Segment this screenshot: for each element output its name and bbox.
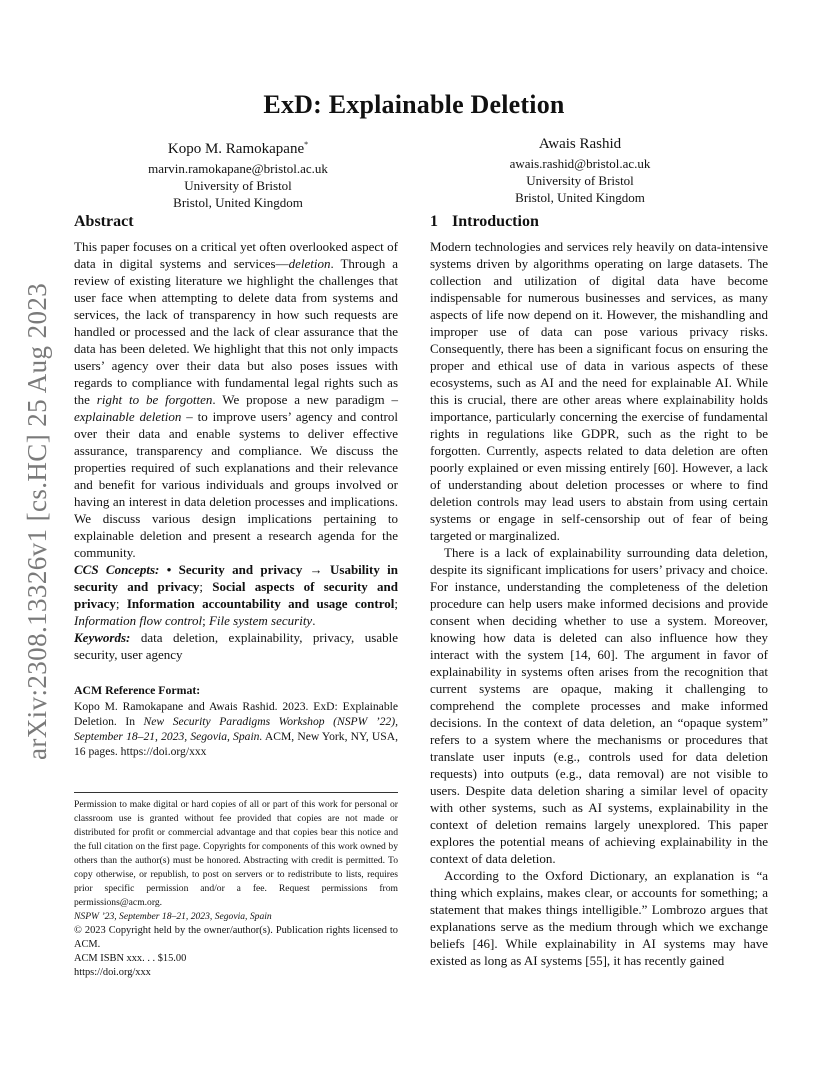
author-name-1: Kopo M. Ramokapane* [167,140,309,157]
author-affiliation-2: University of Bristol [526,173,634,188]
venue-line: NSPW ’23, September 18–21, 2023, Segovia, Spain [74,911,272,922]
keywords: Keywords: data deletion, explainability, privacy, usable security, user agency [74,630,398,662]
author-email-2: awais.rashid@bristol.ac.uk [509,156,651,171]
intro-paragraph-2: There is a lack of explainability surrounding data deletion, despite its significant implications for users’ privacy and choice. For instance, understanding the completeness of the deletion procedure can help users make informed decisions and provide consent when deciding whether to use a system. Moreover, knowing how data is deleted can also influence how they interact with the system [14, 60]. The argument in favor of explainability in systems often arises from the recognition that current systems are opaque, making it challenging to comprehend the complete processes and make informed decisions. In the context of data deletion, an “opaque system” refers to a system where the mechanisms or procedures that translate user inputs (e.g., controls used for data deletion requests) into outputs (e.g., data removal) are not visible to users. Despite data deletion sharing a similar level of opacity with other systems, such as AI systems, explainability in the context of deletion remains largely unexplored. This paper explores the potential means of achieving explainability in the context of data deletion. [430,545,768,866]
doi-link[interactable]: https://doi.org/xxx [74,967,151,978]
copyright-line: © 2023 Copyright held by the owner/author(s). Publication rights licensed to ACM. [74,925,398,950]
left-column [74,212,398,759]
author-location-2: Bristol, United Kingdom [515,190,645,205]
acm-reference-heading: ACM Reference Format: [74,683,201,697]
abstract-heading: Abstract [74,213,134,230]
ccs-concepts: CCS Concepts: • Security and privacy → Usability in security and privacy; Social aspects of security and privacy; Information accountability and usage control; Information flow control; File system security. [74,562,399,628]
isbn-line: ACM ISBN xxx. . . $15.00 [74,953,187,964]
author-name-2: Awais Rashid [538,136,622,152]
abstract-text: This paper focuses on a critical yet often overlooked aspect of data in digital systems and services—deletion. Through a review of existing literature we highlight the challenges that user face when attempting to delete data from systems and services, the lack of transparency in how such requests are handled or processed and the lack of clear assurance that the data has been deleted. We highlight that this not only impacts users’ agency over their data but also poses issues with regards to compliance with fundamental legal rights such as the right to be forgotten. We propose a new paradigm – explainable deletion – to improve users’ agency and control over their data and enable systems to deliver effective assurance, transparency and compliance. We discuss the properties required of such explanations and their relevance and benefit for various individuals and groups involved or having an interest in data deletion processes and implications. We discuss various design implications pertaining to explainable deletion and present a research agenda for the community. [74,239,398,560]
acm-reference-format [74,683,398,759]
author-block-1 [88,136,388,211]
arxiv-stamp: arXiv:2308.13326v1 [cs.HC] 25 Aug 2023 [22,282,52,760]
author-email-1: marvin.ramokapane@bristol.ac.uk [148,161,328,176]
acm-reference-text: Kopo M. Ramokapane and Awais Rashid. 2023. ExD: Explainable Deletion. In New Security Paradigms Workshop (NSPW ’22), September 18–21, 2023, Segovia, Spain. ACM, New York, NY, USA, 16 pages. https://doi.org/xxx [74,700,399,758]
author-location-1: Bristol, United Kingdom [173,195,303,210]
intro-paragraph-1: Modern technologies and services rely heavily on data-intensive systems driven by algorithms operating on large datasets. The collection and utilization of digital data have become indispensable for numerous businesses and services, as many aspects of life now depend on it. However, the mishandling and improper use of data can pose various privacy risks. Consequently, there has been a significant focus on ensuring the proper and ethical use of data in various aspects of these ecosystems, such as AI and the need for explainable AI. While this is crucial, there are other areas where explainability holds importance, particularly concerning the exercise of fundamental rights in regulations like GDPR, such as the right to be forgotten. Currently, aspects related to data deletion are often poorly explained or even missing entirely [60]. However, a lack of understanding about deletion processes or where to find deletion controls may lead users to abstain from using certain systems or engage in self-censorship out of fear of being targeted or marginalized. [430,239,768,543]
permission-text: Permission to make digital or hard copies of all or part of this work for personal or classroom use is granted without fee provided that copies are not made or distributed for profit or commercial advantage and that copies bear this notice and the full citation on the first page. Copyrights for components of this work owned by others than the author(s) must be honored. Abstracting with credit is permitted. To copy otherwise, or republish, to post on servers or to redistribute to lists, requires prior specific permission and/or a fee. Request permissions from permissions@acm.org. [74,799,398,908]
intro-paragraph-3: According to the Oxford Dictionary, an explanation is “a thing which explains, makes clear, or accounts for something; a statement that makes things intelligible.” Lombrozo argues that explanations serve as the medium through which we exchange beliefs [46]. While explainability in AI systems may have existed as long as AI systems [55], it has recently gained [430,868,768,968]
intro-heading: 1 Introduction [430,213,539,230]
paper-title: ExD: Explainable Deletion [263,90,565,119]
author-block-2 [430,136,730,206]
right-column [430,212,768,969]
permission-footnote [74,792,398,980]
author-affiliation-1: University of Bristol [184,178,292,193]
